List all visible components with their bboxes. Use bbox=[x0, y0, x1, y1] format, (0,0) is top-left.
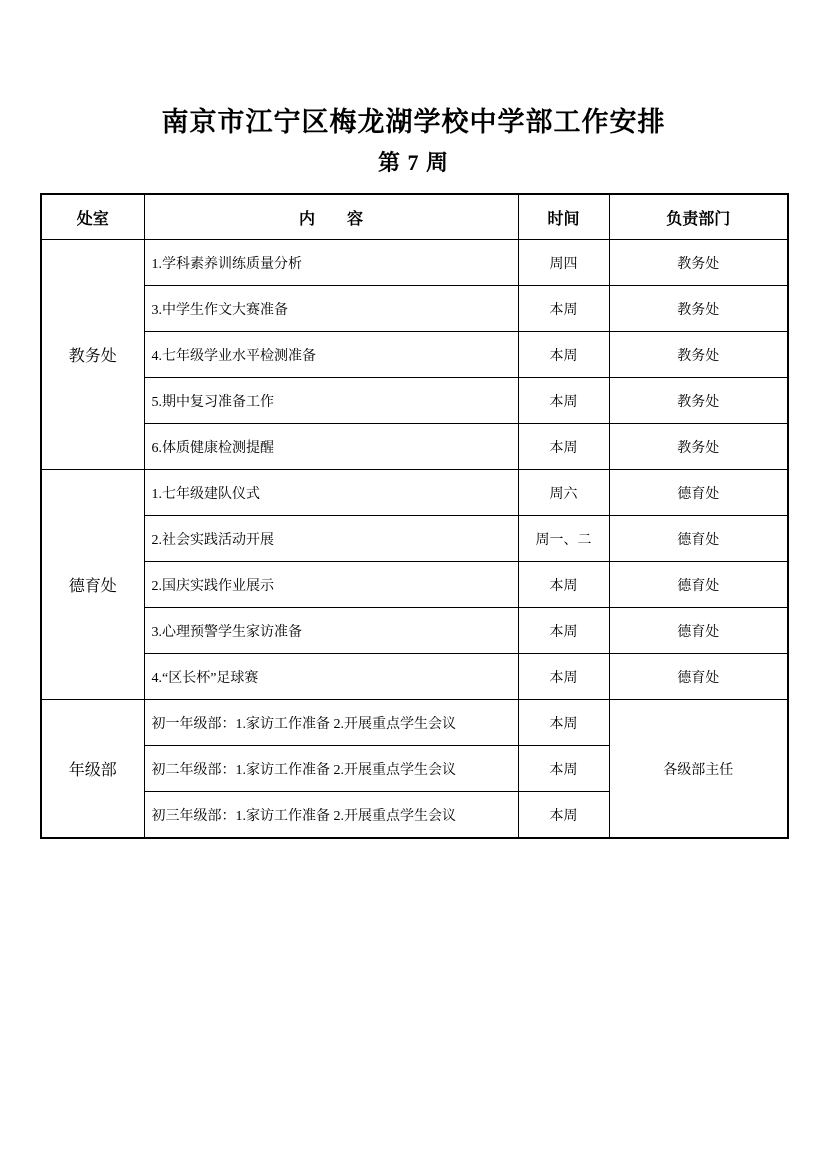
content-cell: 初一年级部：1.家访工作准备 2.开展重点学生会议 bbox=[144, 700, 518, 746]
content-cell: 3.中学生作文大赛准备 bbox=[144, 286, 518, 332]
page-subtitle: 第 7 周 bbox=[377, 150, 449, 175]
content-cell: 2.国庆实践作业展示 bbox=[144, 562, 518, 608]
time-cell: 本周 bbox=[518, 332, 609, 378]
header-office: 处室 bbox=[41, 194, 144, 240]
time-cell: 本周 bbox=[518, 746, 609, 792]
time-cell: 本周 bbox=[518, 654, 609, 700]
department-cell: 德育处 bbox=[609, 608, 788, 654]
office-cell: 年级部 bbox=[41, 700, 144, 839]
content-cell: 1.学科素养训练质量分析 bbox=[144, 240, 518, 286]
table-row bbox=[41, 332, 788, 378]
header-content: 内 容 bbox=[144, 194, 518, 240]
time-cell: 本周 bbox=[518, 424, 609, 470]
time-cell: 本周 bbox=[518, 700, 609, 746]
table-row bbox=[41, 700, 788, 746]
content-cell: 6.体质健康检测提醒 bbox=[144, 424, 518, 470]
table-row bbox=[41, 240, 788, 286]
content-cell: 初二年级部：1.家访工作准备 2.开展重点学生会议 bbox=[144, 746, 518, 792]
table-row bbox=[41, 286, 788, 332]
office-cell: 德育处 bbox=[41, 470, 144, 700]
time-cell: 本周 bbox=[518, 608, 609, 654]
department-cell: 教务处 bbox=[609, 424, 788, 470]
content-cell: 初三年级部：1.家访工作准备 2.开展重点学生会议 bbox=[144, 792, 518, 839]
table-row bbox=[41, 378, 788, 424]
header-department: 负责部门 bbox=[609, 194, 788, 240]
table-row bbox=[41, 608, 788, 654]
content-cell: 4.“区长杯”足球赛 bbox=[144, 654, 518, 700]
content-cell: 4.七年级学业水平检测准备 bbox=[144, 332, 518, 378]
time-cell: 周六 bbox=[518, 470, 609, 516]
table-row bbox=[41, 516, 788, 562]
work-schedule-table bbox=[40, 193, 789, 839]
header-time: 时间 bbox=[518, 194, 609, 240]
department-cell: 教务处 bbox=[609, 240, 788, 286]
department-cell: 教务处 bbox=[609, 378, 788, 424]
department-cell: 教务处 bbox=[609, 332, 788, 378]
table-row bbox=[41, 424, 788, 470]
content-cell: 2.社会实践活动开展 bbox=[144, 516, 518, 562]
time-cell: 本周 bbox=[518, 562, 609, 608]
content-cell: 3.心理预警学生家访准备 bbox=[144, 608, 518, 654]
department-cell: 德育处 bbox=[609, 562, 788, 608]
table-row bbox=[41, 654, 788, 700]
department-cell: 各级部主任 bbox=[609, 700, 788, 839]
content-cell: 5.期中复习准备工作 bbox=[144, 378, 518, 424]
department-cell: 德育处 bbox=[609, 470, 788, 516]
content-cell: 1.七年级建队仪式 bbox=[144, 470, 518, 516]
table-row bbox=[41, 562, 788, 608]
department-cell: 德育处 bbox=[609, 516, 788, 562]
time-cell: 本周 bbox=[518, 378, 609, 424]
table-row bbox=[41, 470, 788, 516]
header-row bbox=[41, 194, 788, 240]
office-cell: 教务处 bbox=[41, 240, 144, 470]
department-cell: 教务处 bbox=[609, 286, 788, 332]
time-cell: 本周 bbox=[518, 286, 609, 332]
page-title: 南京市江宁区梅龙湖学校中学部工作安排 bbox=[161, 107, 666, 137]
time-cell: 周一、二 bbox=[518, 516, 609, 562]
time-cell: 周四 bbox=[518, 240, 609, 286]
department-cell: 德育处 bbox=[609, 654, 788, 700]
time-cell: 本周 bbox=[518, 792, 609, 839]
